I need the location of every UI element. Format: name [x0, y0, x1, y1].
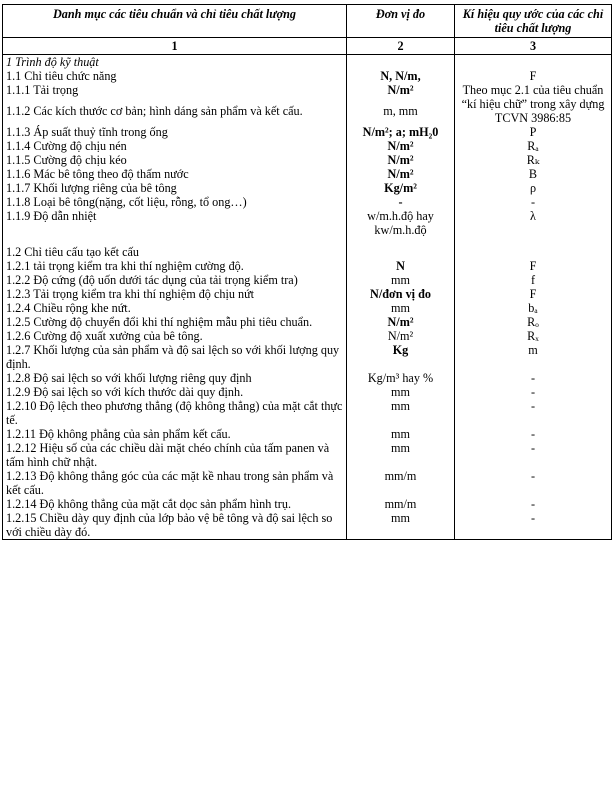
symbol-cell: - [455, 371, 612, 385]
criterion-cell: 1.1.6 Mác bê tông theo độ thấm nước [3, 167, 347, 181]
criterion-cell: 1.1.2 Các kích thước cơ bản; hình dáng sản phẩm và kết cấu. [3, 104, 347, 125]
unit-cell: N, N/m, [347, 69, 455, 83]
symbol-cell: Rₖ [455, 153, 612, 167]
table-row [3, 83, 612, 104]
symbol-cell: bₐ [455, 301, 612, 315]
table-row [3, 427, 612, 441]
symbol-cell: Rₒ [455, 315, 612, 329]
unit-cell [347, 55, 455, 70]
unit-cell: mm [347, 399, 455, 427]
criterion-cell: 1.2.6 Cường độ xuất xưởng của bê tông. [3, 329, 347, 343]
unit-cell: mm/m [347, 469, 455, 497]
table-row [3, 195, 612, 209]
criterion-cell: 1.1.7 Khối lượng riêng của bê tông [3, 181, 347, 195]
symbol-cell: - [455, 497, 612, 511]
unit-cell: N/m² [347, 329, 455, 343]
symbol-cell: f [455, 273, 612, 287]
unit-cell: mm [347, 511, 455, 540]
table-row [3, 259, 612, 273]
unit-cell: N/m² [347, 139, 455, 153]
symbol-cell: ρ [455, 181, 612, 195]
table-row [3, 287, 612, 301]
unit-cell: N/m² [347, 167, 455, 181]
unit-cell: N/đơn vị đo [347, 287, 455, 301]
criterion-cell: 1.1.1 Tải trọng [3, 83, 347, 104]
criterion-cell: 1.2.13 Độ không thẳng góc của các mặt kề nhau trong sản phẩm và kết cấu. [3, 469, 347, 497]
column-number-1: 1 [3, 38, 347, 55]
symbol-cell: F [455, 69, 612, 83]
table-row [3, 441, 612, 469]
unit-cell: Kg/m³ hay % [347, 371, 455, 385]
table-row [3, 469, 612, 497]
unit-cell: w/m.h.độ hay kw/m.h.độ [347, 209, 455, 237]
table-row [3, 329, 612, 343]
header-criteria: Danh mục các tiêu chuẩn và chỉ tiêu chất lượng [3, 5, 347, 38]
table-row [3, 273, 612, 287]
table-row [3, 139, 612, 153]
column-number-row [3, 38, 612, 55]
table-row [3, 343, 612, 371]
symbol-cell: Rₐ [455, 139, 612, 153]
symbol-cell: m [455, 343, 612, 371]
table-row [3, 511, 612, 540]
symbol-cell: B [455, 167, 612, 181]
symbol-cell [455, 55, 612, 70]
unit-cell: Kg [347, 343, 455, 371]
criterion-cell: 1.2.9 Độ sai lệch so với kích thước dài quy định. [3, 385, 347, 399]
criterion-cell: 1.2.7 Khối lượng của sản phẩm và độ sai lệch so với khối lượng quy định. [3, 343, 347, 371]
criterion-cell: 1.2.5 Cường độ chuyển đổi khi thí nghiệm mẫu phi tiêu chuẩn. [3, 315, 347, 329]
unit-cell: N [347, 259, 455, 273]
unit-cell: mm [347, 427, 455, 441]
section-title: 1 Trình độ kỹ thuật [3, 55, 347, 70]
unit-cell: mm [347, 441, 455, 469]
table-row [3, 301, 612, 315]
symbol-cell: Theo mục 2.1 của tiêu chuẩn “kí hiệu chữ” trong xây dựng TCVN 3986:85 [455, 83, 612, 125]
table-row [3, 245, 612, 259]
table-row [3, 399, 612, 427]
table-row [3, 125, 612, 139]
section-title: 1.2 Chỉ tiêu cấu tạo kết cấu [3, 245, 347, 259]
criterion-cell: 1.2.8 Độ sai lệch so với khối lượng riêng quy định [3, 371, 347, 385]
criterion-cell: 1.1.3 Áp suất thuỷ tĩnh trong ống [3, 125, 347, 139]
spacer-row [3, 237, 612, 245]
table-header-row [3, 5, 612, 38]
symbol-cell: Rₓ [455, 329, 612, 343]
column-number-2: 2 [347, 38, 455, 55]
criterion-cell: 1.2.10 Độ lệch theo phương thẳng (độ không thẳng) của mặt cắt thực tế. [3, 399, 347, 427]
header-unit: Đơn vị đo [347, 5, 455, 38]
table-row [3, 497, 612, 511]
criterion-cell: 1.1.8 Loại bê tông(nặng, cốt liệu, rỗng, tổ ong…) [3, 195, 347, 209]
table-row [3, 181, 612, 195]
header-symbol: Kí hiệu quy ước của các chỉ tiêu chất lượng [455, 5, 612, 38]
table-row [3, 209, 612, 237]
criterion-cell: 1.2.3 Tải trọng kiểm tra khi thí nghiệm độ chịu nứt [3, 287, 347, 301]
unit-cell: N/m² [347, 153, 455, 167]
criterion-cell: 1.2.11 Độ không phẳng của sản phẩm kết cấu. [3, 427, 347, 441]
criterion-cell: 1.2.15 Chiều dày quy định của lớp bảo vệ bê tông và độ sai lệch so với chiều dày đó. [3, 511, 347, 540]
column-number-3: 3 [455, 38, 612, 55]
unit-cell: mm [347, 301, 455, 315]
table-row [3, 315, 612, 329]
criterion-cell: 1.2.4 Chiều rộng khe nứt. [3, 301, 347, 315]
unit-cell: N/m²; a; mH₂0 [347, 125, 455, 139]
table-row [3, 385, 612, 399]
table-row [3, 371, 612, 385]
unit-cell: mm/m [347, 497, 455, 511]
unit-cell: N/m² [347, 83, 455, 104]
unit-cell: m, mm [347, 104, 455, 125]
criterion-cell: 1.1 Chỉ tiêu chức năng [3, 69, 347, 83]
criterion-cell: 1.1.9 Độ dẫn nhiệt [3, 209, 347, 237]
symbol-cell: F [455, 287, 612, 301]
symbol-cell: - [455, 469, 612, 497]
symbol-cell: - [455, 195, 612, 209]
symbol-cell: - [455, 399, 612, 427]
criterion-cell: 1.2.12 Hiệu số của các chiều dài mặt chéo chính của tấm panen và tấm hình chữ nhật. [3, 441, 347, 469]
unit-cell: N/m² [347, 315, 455, 329]
unit-cell: - [347, 195, 455, 209]
criterion-cell: 1.2.2 Độ cứng (độ uốn dưới tác dụng của tải trọng kiểm tra) [3, 273, 347, 287]
unit-cell: Kg/m² [347, 181, 455, 195]
unit-cell [347, 245, 455, 259]
symbol-cell: P [455, 125, 612, 139]
criterion-cell: 1.1.4 Cường độ chịu nén [3, 139, 347, 153]
table-row [3, 153, 612, 167]
table-row [3, 167, 612, 181]
quality-criteria-table [2, 4, 612, 540]
criterion-cell: 1.1.5 Cường độ chịu kéo [3, 153, 347, 167]
criterion-cell: 1.2.1 tải trọng kiểm tra khi thí nghiệm cường độ. [3, 259, 347, 273]
unit-cell: mm [347, 273, 455, 287]
unit-cell: mm [347, 385, 455, 399]
symbol-cell [455, 245, 612, 259]
symbol-cell: F [455, 259, 612, 273]
symbol-cell: - [455, 427, 612, 441]
symbol-cell: - [455, 441, 612, 469]
symbol-cell: - [455, 511, 612, 540]
table-row [3, 55, 612, 70]
symbol-cell: λ [455, 209, 612, 237]
criterion-cell: 1.2.14 Độ không thẳng của mặt cắt dọc sản phẩm hình trụ. [3, 497, 347, 511]
table-row [3, 69, 612, 83]
symbol-cell: - [455, 385, 612, 399]
